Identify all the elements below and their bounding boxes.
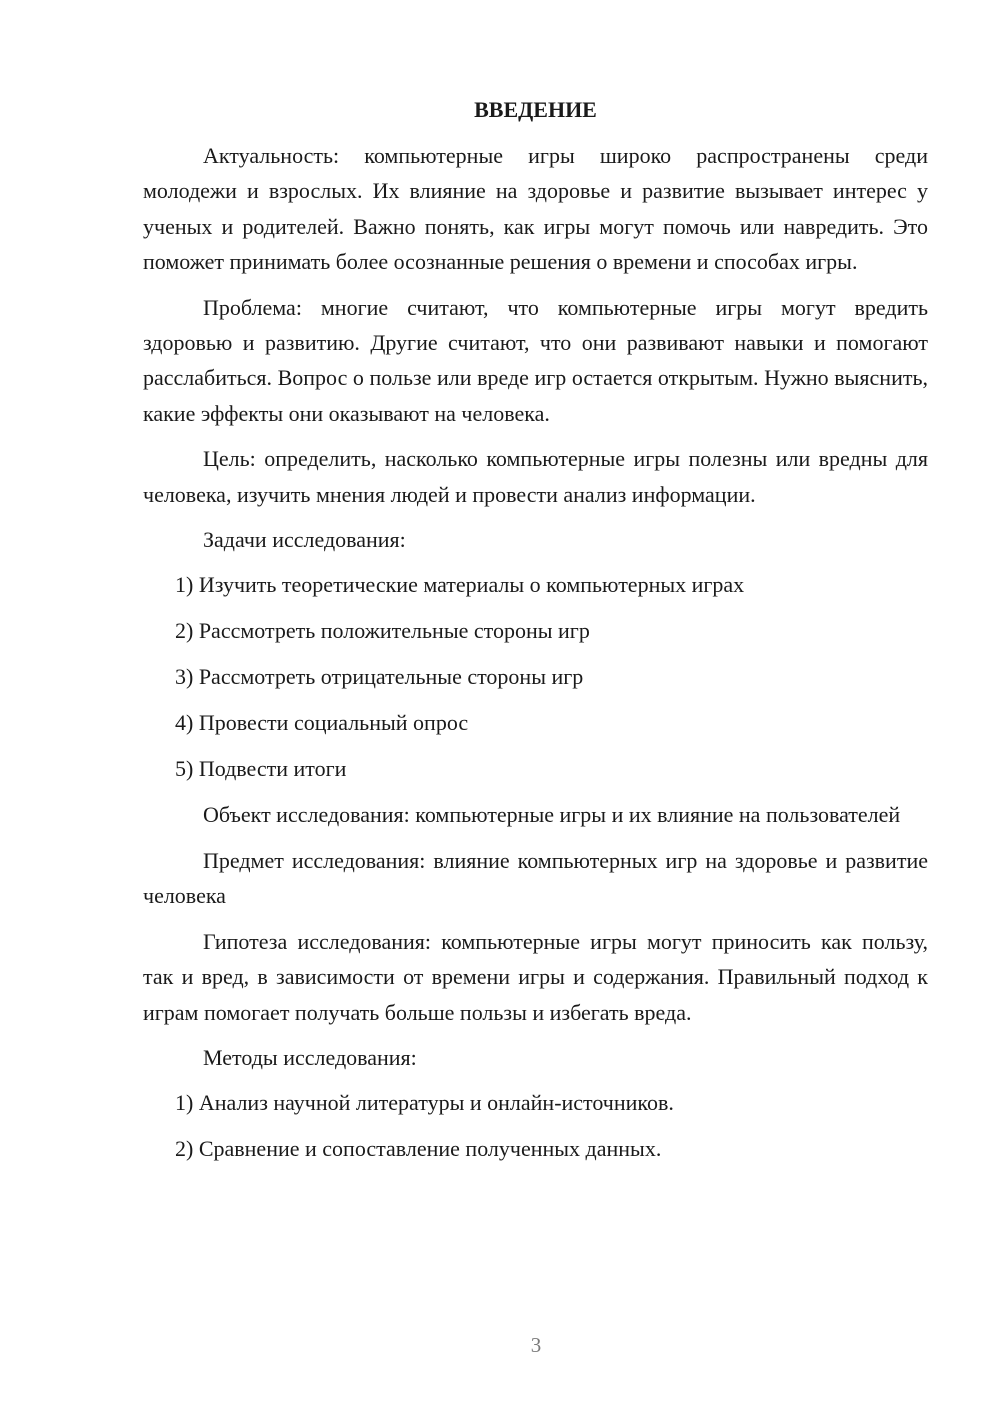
page-number: 3 [530,1333,542,1357]
list-item: 2) Рассмотреть положительные стороны игр [175,618,590,644]
problem-paragraph: Проблема: многие считают, что компьютерные игры могут вредить здоровью и развитию. Другие считают, что они развивают навыки и помогают расслабиться. Вопрос о пользе или вреде игр остается открытым. Нужно выяснить, какие эффекты они оказывают на человека. [143,294,928,426]
section-heading: ВВЕДЕНИЕ [474,97,597,122]
list-item: 4) Провести социальный опрос [175,710,469,736]
list-item: 5) Подвести итоги [175,756,347,782]
relevance-paragraph: Актуальность: компьютерные игры широко распространены среди молодежи и взрослых. Их влияние на здоровье и развитие вызывает интерес у ученых и родителей. Важно понять, как игры могут помочь или навредить. Это поможет принимать более осознанные решения о времени и способах игры. [143,143,928,275]
page-content [143,95,928,1177]
hypothesis-paragraph: Гипотеза исследования: компьютерные игры могут приносить как пользу, так и вред, в зависимости от времени игры и содержания. Правильный подход к играм помогает получать больше пользы и избегать вреда. [143,928,928,1025]
subject-paragraph: Предмет исследования: влияние компьютерных игр на здоровье и развитие человека [143,847,928,909]
methods-title: Методы исследования: [203,1044,417,1070]
method-list [143,1085,928,1166]
tasks-title: Задачи исследования: [203,527,406,553]
task-list [143,567,928,786]
list-item: 2) Сравнение и сопоставление полученных данных. [175,1136,662,1162]
goal-paragraph: Цель: определить, насколько компьютерные игры полезны или вредны для человека, изучить мнения людей и провести анализ информации. [143,446,928,507]
list-item: 1) Анализ научной литературы и онлайн-источников. [175,1090,674,1116]
list-item: 1) Изучить теоретические материалы о компьютерных играх [175,572,745,598]
list-item: 3) Рассмотреть отрицательные стороны игр [175,664,584,690]
object-paragraph: Объект исследования: компьютерные игры и их влияние на пользователей [203,802,901,828]
